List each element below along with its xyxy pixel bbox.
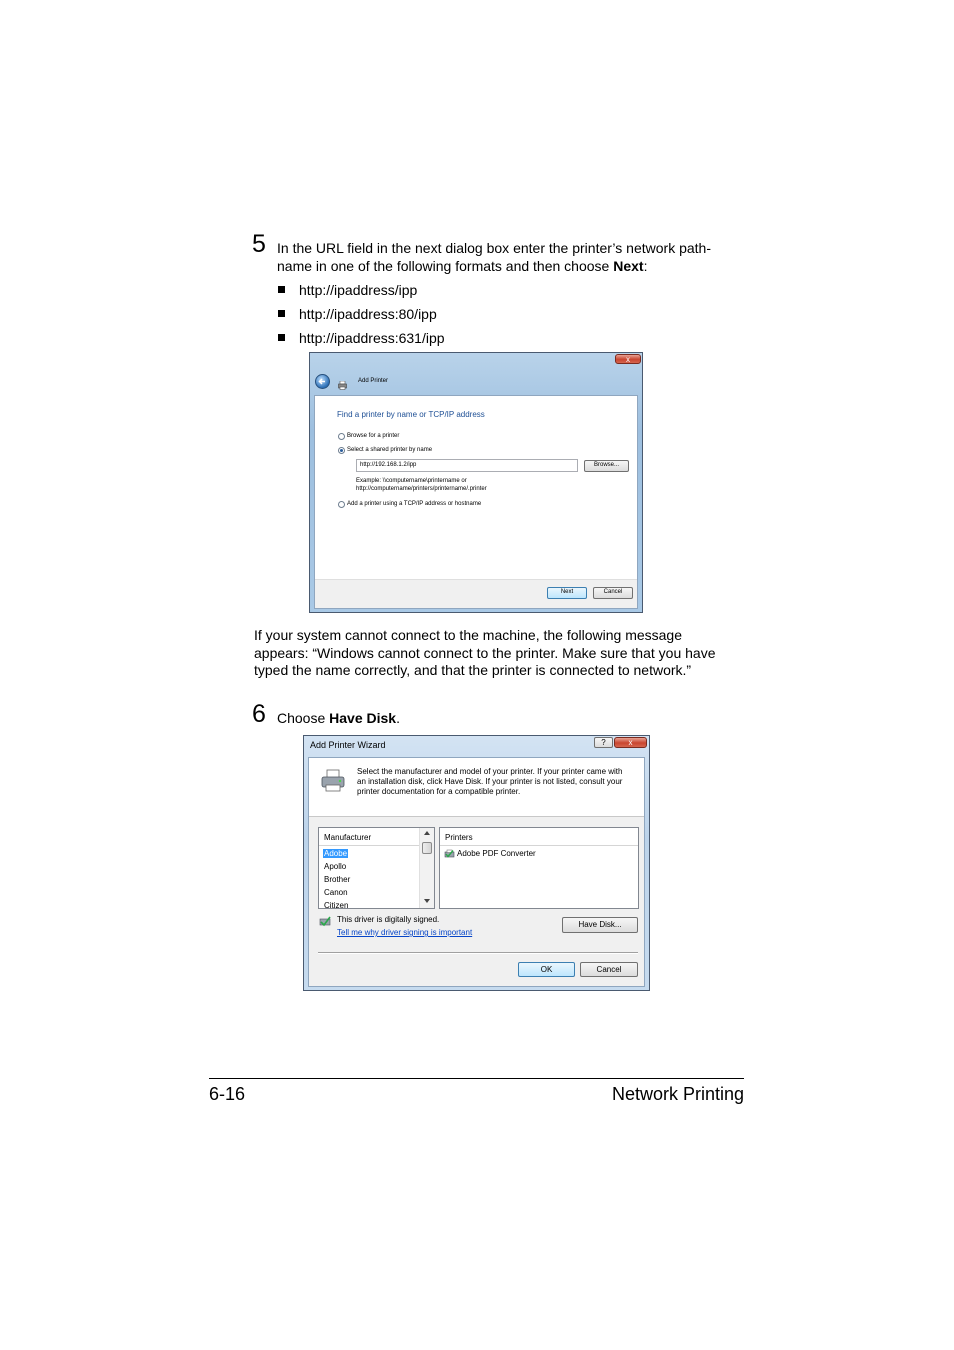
step5-line2 (277, 257, 647, 275)
dialog-client-area (314, 395, 638, 609)
step6-have-disk-bold: Have Disk (329, 710, 397, 726)
list-item[interactable]: Citizen (324, 901, 349, 909)
url-value: http://192.168.1.2/ipp (360, 462, 417, 468)
example-line2: http://computername/printers/printername/.printer (356, 486, 487, 492)
dialog-title: Add Printer (358, 378, 389, 384)
ok-button[interactable]: OK (518, 962, 575, 977)
footer-rule (209, 1078, 744, 1079)
scroll-thumb[interactable] (422, 842, 432, 854)
bullet-url-2: http://ipaddress:80/ipp (299, 306, 437, 322)
signed-driver-text: This driver is digitally signed. (337, 915, 440, 924)
add-printer-wizard-dialog (303, 735, 650, 991)
scroll-up-icon[interactable] (424, 831, 430, 835)
instruction-line1: Select the manufacturer and model of your printer. If your printer came with (357, 767, 623, 776)
list-item[interactable]: Apollo (324, 862, 347, 871)
back-arrow-icon[interactable] (315, 374, 330, 389)
bullet-url-3: http://ipaddress:631/ipp (299, 330, 445, 346)
driver-signing-link[interactable]: Tell me why driver signing is important (337, 928, 473, 937)
section-title: Network Printing (611, 1084, 744, 1104)
cancel-button[interactable]: Cancel (580, 962, 638, 977)
wizard-client-area (308, 757, 645, 987)
printer-icon (338, 377, 347, 386)
list-item-selected[interactable]: Adobe (324, 849, 348, 858)
printer-driver-icon (444, 847, 455, 858)
step5-line2-text: name in one of the following formats and then choose (277, 258, 614, 274)
list-item[interactable]: Canon (324, 888, 348, 897)
option-tcpip-label[interactable]: Add a printer using a TCP/IP address or hostname (347, 501, 482, 507)
list-item[interactable]: Brother (324, 875, 351, 884)
scroll-down-icon[interactable] (424, 899, 430, 903)
bullet-square (278, 286, 285, 293)
step6-pre: Choose (277, 710, 330, 726)
message-line1: If your system cannot connect to the machine, the following message (254, 627, 683, 643)
printers-list-header (440, 828, 638, 846)
step-number-6: 6 (252, 700, 266, 728)
list-item[interactable]: Adobe PDF Converter (457, 849, 536, 858)
step6-text (277, 709, 400, 727)
help-button[interactable]: ? (594, 737, 613, 748)
manufacturer-list-header (319, 828, 434, 846)
bullet-square (278, 310, 285, 317)
example-line1: Example: \\computername\printername or (356, 478, 467, 484)
radio-browse[interactable] (338, 433, 345, 440)
bullet-url-1: http://ipaddress/ipp (299, 282, 418, 298)
option-shared-label[interactable]: Select a shared printer by name (347, 447, 433, 453)
step5-line1: In the URL field in the next dialog box enter the printer’s network path- (277, 240, 711, 256)
printers-header-label: Printers (445, 833, 473, 842)
find-printer-heading: Find a printer by name or TCP/IP address (337, 410, 485, 419)
printer-wizard-icon (320, 768, 346, 794)
printers-list[interactable] (439, 827, 639, 909)
url-input[interactable] (356, 459, 578, 472)
instruction-line3: printer documentation for a compatible printer. (357, 787, 521, 796)
step5-line2-colon: : (643, 258, 648, 274)
message-line2: appears: “Windows cannot connect to the printer. Make sure that you have (254, 645, 716, 661)
wizard-title: Add Printer Wizard (310, 740, 386, 750)
manufacturer-list[interactable] (318, 827, 435, 909)
add-printer-dialog (309, 352, 643, 613)
vertical-scrollbar[interactable] (419, 828, 435, 908)
separator-line (318, 952, 638, 954)
browse-button[interactable]: Browse... (584, 460, 629, 472)
step5-next-bold: Next (613, 258, 644, 274)
cancel-button[interactable]: Cancel (593, 587, 633, 599)
next-button[interactable]: Next (547, 587, 587, 599)
option-browse-label[interactable]: Browse for a printer (347, 433, 400, 439)
radio-shared[interactable] (338, 447, 345, 454)
page-number: 6-16 (209, 1084, 246, 1104)
manufacturer-header-label: Manufacturer (324, 833, 372, 842)
step6-post: . (396, 710, 400, 726)
close-button[interactable]: x (615, 354, 641, 364)
dialog-footer (315, 579, 637, 608)
have-disk-button[interactable]: Have Disk... (562, 917, 638, 933)
bullet-square (278, 334, 285, 341)
message-line3: typed the name correctly, and that the printer is connected to network.” (254, 662, 692, 678)
step-number-5: 5 (252, 230, 266, 258)
signed-driver-icon (319, 915, 331, 927)
instruction-line2: an installation disk, click Have Disk. If your printer is not listed, consult your (357, 777, 623, 786)
close-button[interactable]: x (614, 737, 647, 748)
radio-tcpip[interactable] (338, 501, 345, 508)
